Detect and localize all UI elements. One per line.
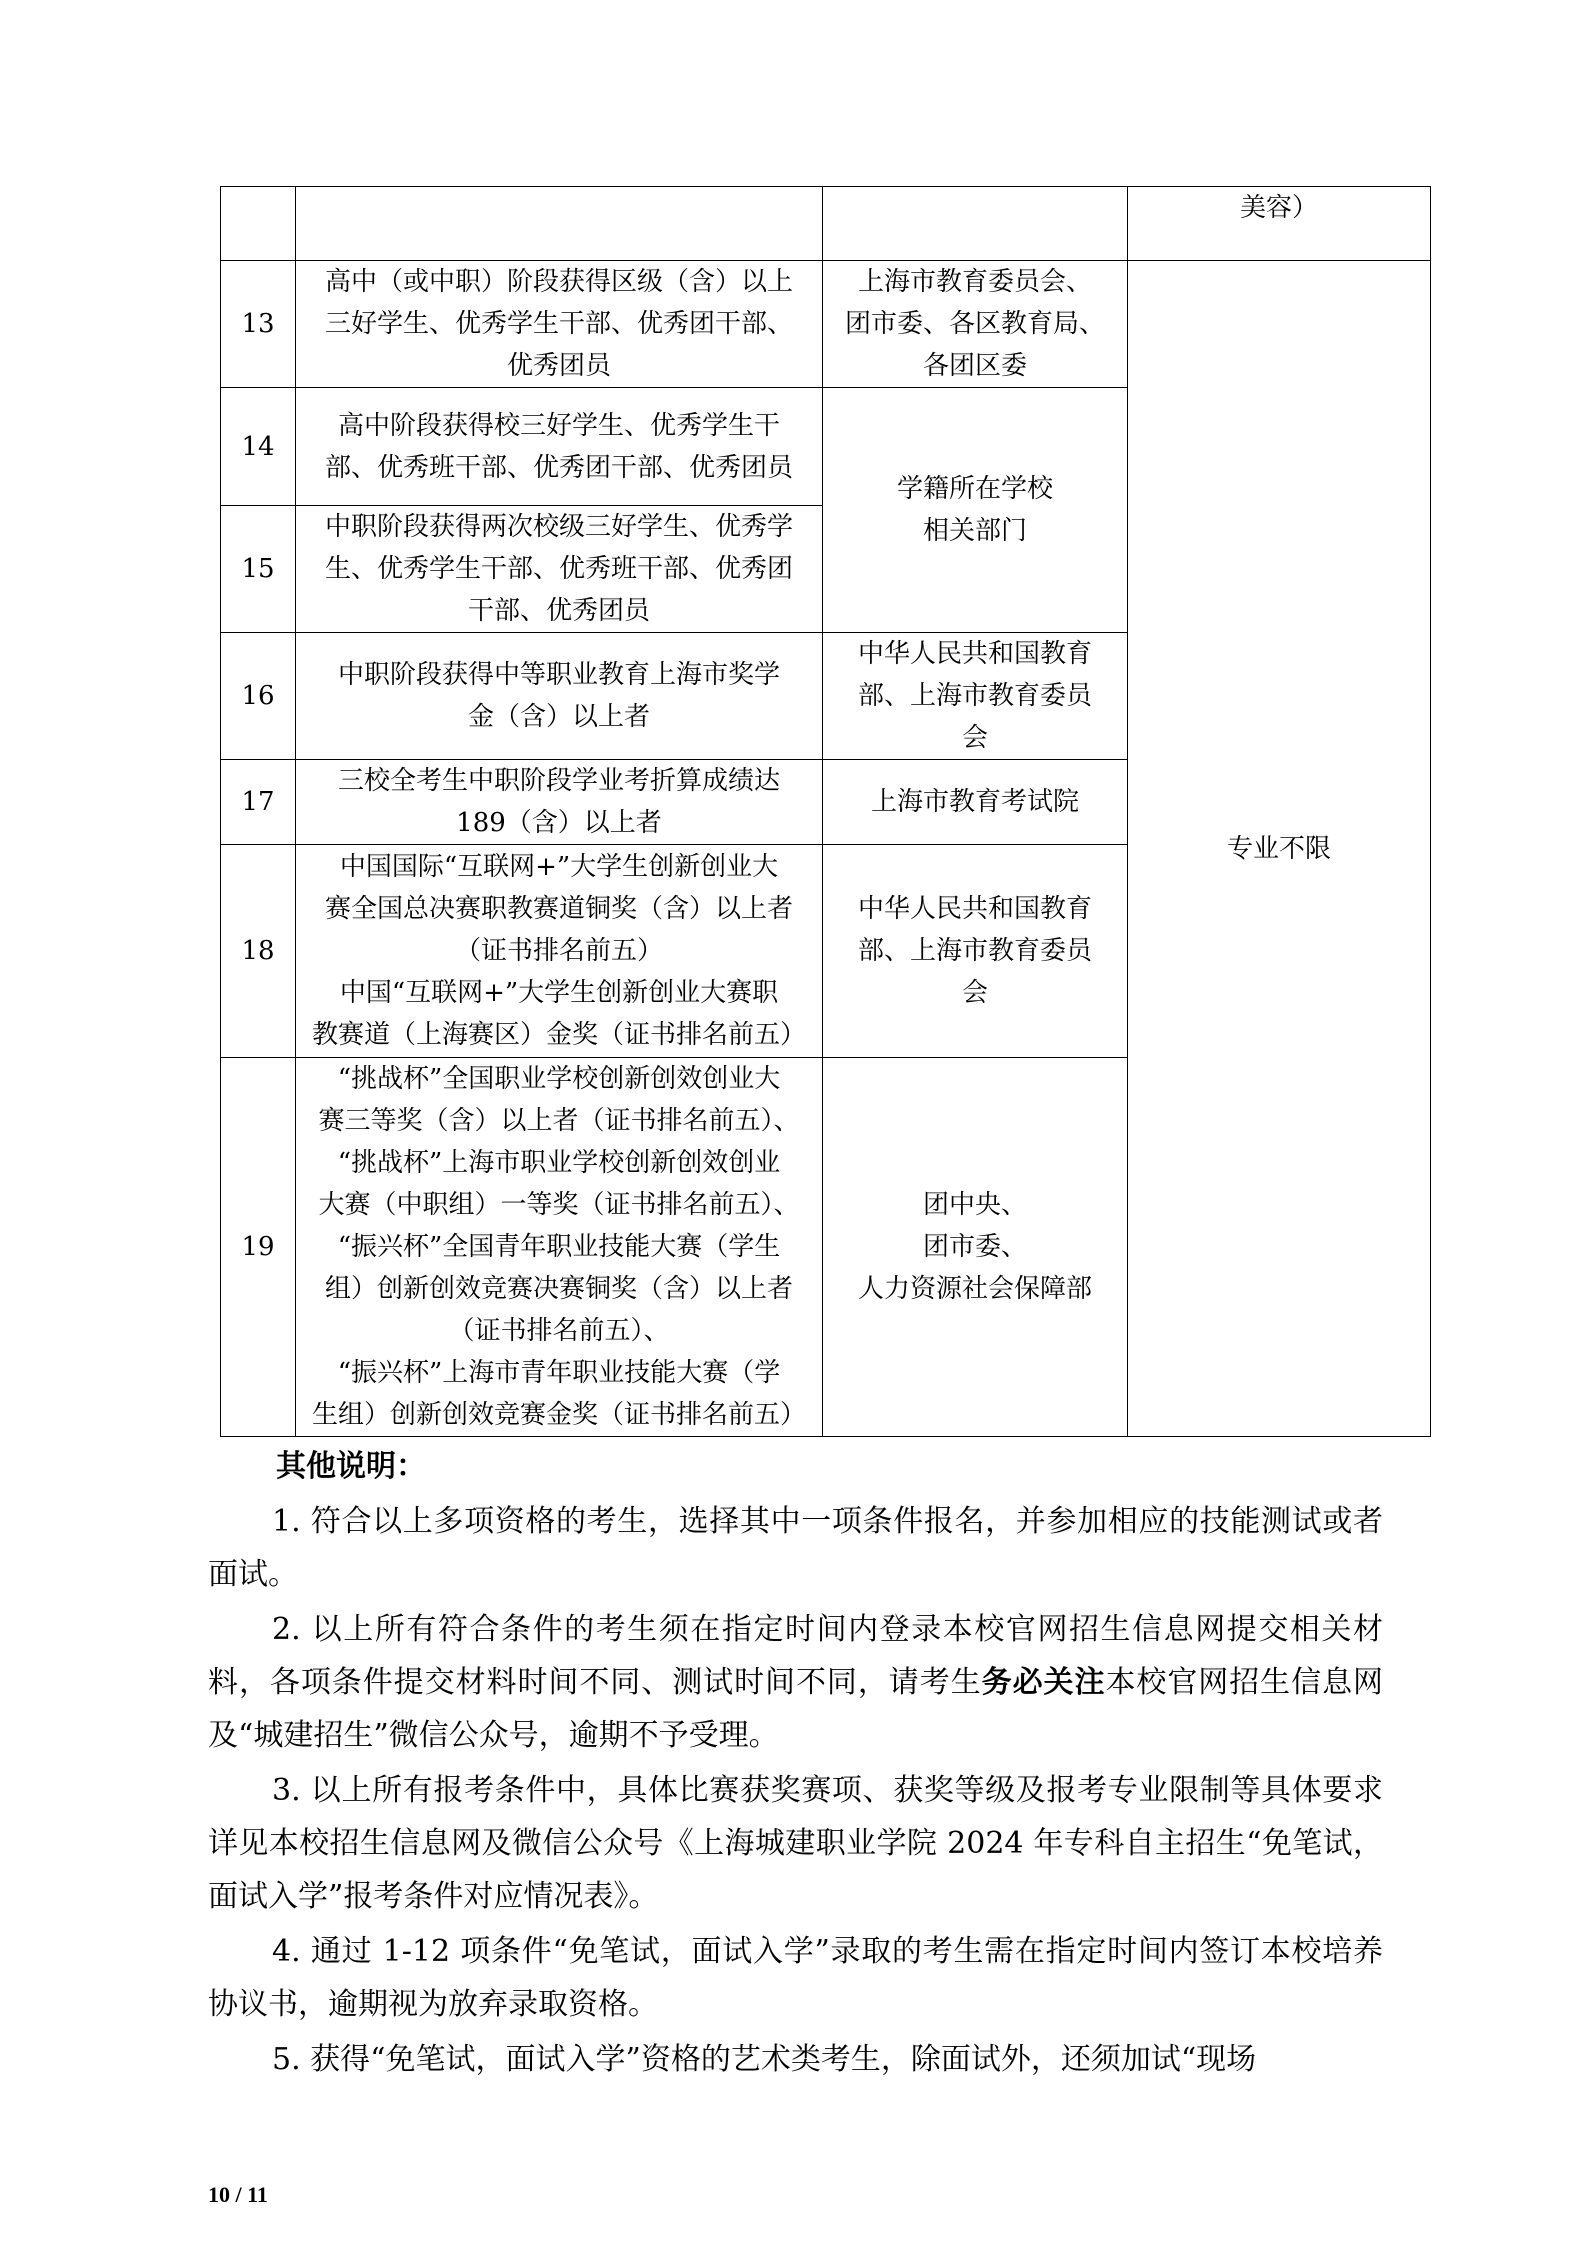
condition-line: 中职阶段获得两次校级三好学生、优秀学 [324,512,793,542]
issuer-cell [823,187,1128,261]
issuer-line: 中华人民共和国教育 [857,639,1092,669]
condition-line: 大赛（中职组）一等奖（证书排名前五）、 [318,1190,800,1220]
condition-line: （证书排名前五）、 [448,1316,670,1346]
row-number-cell: 17 [221,760,296,845]
condition-line: 优秀团员 [506,351,611,381]
note-text: 本校官网招生信息网及“城建招生”微信公众号，逾期不予受理。 [208,1665,1384,1753]
issuer-cell [823,388,1128,633]
notes-title: 其他说明： [276,1449,426,1484]
issuer-line: 相关部门 [922,516,1027,546]
condition-cell [296,261,823,388]
condition-line: 金（含）以上者 [467,702,650,732]
condition-line: 部、优秀班干部、优秀团干部、优秀团员 [324,452,793,483]
issuer-cell [823,845,1128,1058]
condition-cell [296,388,823,506]
condition-cell [296,760,823,845]
issuer-cell [823,760,1128,845]
condition-cell [296,633,823,760]
row-number-cell: 19 [221,1058,296,1437]
issuer-cell [823,1058,1128,1437]
row-number-cell: 13 [221,261,296,388]
condition-line: 高中阶段获得校三好学生、优秀学生干 [337,410,780,441]
row-number-cell: 14 [221,388,296,506]
note-item [208,1603,1383,1762]
condition-line: “振兴杯”上海市青年职业技能大赛（学 [337,1358,781,1388]
issuer-line: 会 [961,978,988,1008]
condition-cell [296,506,823,633]
page-number: 10 / 11 [208,2182,268,2207]
condition-line: 干部、优秀团员 [467,596,650,626]
issuer-line: 团市委、 [922,1232,1027,1262]
condition-line: 组）创新创效竞赛决赛铜奖（含）以上者 [324,1274,793,1304]
issuer-line: 团中央、 [922,1190,1027,1220]
issuer-line: 人力资源社会保障部 [857,1274,1092,1304]
issuer-line: 会 [961,723,988,753]
note-emphasis: 务必关注 [981,1665,1106,1700]
note-item: 1. 符合以上多项资格的考生，选择其中一项条件报名，并参加相应的技能测试或者面试。 [208,1504,1383,1592]
condition-line: 生、优秀学生干部、优秀班干部、优秀团 [324,554,793,584]
condition-cell [296,1058,823,1437]
row-number-cell: 15 [221,506,296,633]
row-number-cell: 18 [221,845,296,1058]
issuer-line: 上海市教育考试院 [870,787,1079,817]
condition-line: 生组）创新创效竞赛金奖（证书排名前五） [311,1400,806,1430]
issuer-line: 上海市教育委员会、 [857,267,1092,297]
issuer-cell [823,633,1128,760]
table-row [221,187,1431,261]
condition-line: 三好学生、优秀学生干部、优秀团干部、 [324,309,793,339]
condition-line: 189（含）以上者 [456,808,662,838]
major-text: 美容） [1239,193,1318,223]
condition-line: “挑战杯”全国职业学校创新创效创业大 [337,1064,781,1094]
table-row [221,261,1431,388]
note-item: 5. 获得“免笔试，面试入学”资格的艺术类考生，除面试外，还须加试“现场 [272,2042,1257,2077]
condition-line: 三校全考生中职阶段学业考折算成绩达 [337,766,780,796]
note-item: 4. 通过 1-12 项条件“免笔试，面试入学”录取的考生需在指定时间内签订本校培养协议书，逾期视为放弃录取资格。 [208,1934,1383,2022]
issuer-cell [823,261,1128,388]
condition-cell [296,187,823,261]
condition-line: 高中（或中职）阶段获得区级（含）以上 [324,267,793,297]
condition-line: 中国“互联网+”大学生创新创业大赛职 [339,978,779,1008]
major-cell: 专业不限 [1128,261,1431,1437]
condition-line: 赛全国总决赛职教赛道铜奖（含）以上者 [324,894,793,924]
issuer-line: 部、上海市教育委员 [857,681,1092,711]
condition-cell [296,845,823,1058]
condition-line: 中职阶段获得中等职业教育上海市奖学 [337,660,780,690]
requirements-table [220,186,1431,1437]
condition-line: （证书排名前五） [454,936,663,966]
note-text: 2. 以上所有符合条件的考生须在指定时间内登录本校官网招生信息网提交相关材料，各项条件提交材料时间不同、测试时间不同，请考生 [208,1612,1383,1700]
row-number-cell: 16 [221,633,296,760]
issuer-line: 团市委、各区教育局、 [844,309,1105,339]
issuer-line: 部、上海市教育委员 [857,936,1092,966]
condition-line: 教赛道（上海赛区）金奖（证书排名前五） [311,1020,806,1050]
issuer-line: 各团区委 [922,351,1027,381]
row-number-cell [221,187,296,261]
issuer-line: 学籍所在学校 [896,474,1053,504]
major-cell [1128,187,1431,261]
condition-line: 中国国际“互联网+”大学生创新创业大 [339,852,779,882]
condition-line: “振兴杯”全国青年职业技能大赛（学生 [337,1232,781,1262]
issuer-line: 中华人民共和国教育 [857,894,1092,924]
notes-section [208,1440,1383,2086]
condition-line: 赛三等奖（含）以上者（证书排名前五）、 [318,1106,800,1136]
note-item: 3. 以上所有报考条件中，具体比赛获奖赛项、获奖等级及报考专业限制等具体要求详见本校招生信息网及微信公众号《上海城建职业学院 2024 年专科自主招生“免笔试，面试入学”报考条件对应情况表》。 [208,1773,1383,1914]
condition-line: “挑战杯”上海市职业学校创新创效创业 [337,1148,781,1178]
